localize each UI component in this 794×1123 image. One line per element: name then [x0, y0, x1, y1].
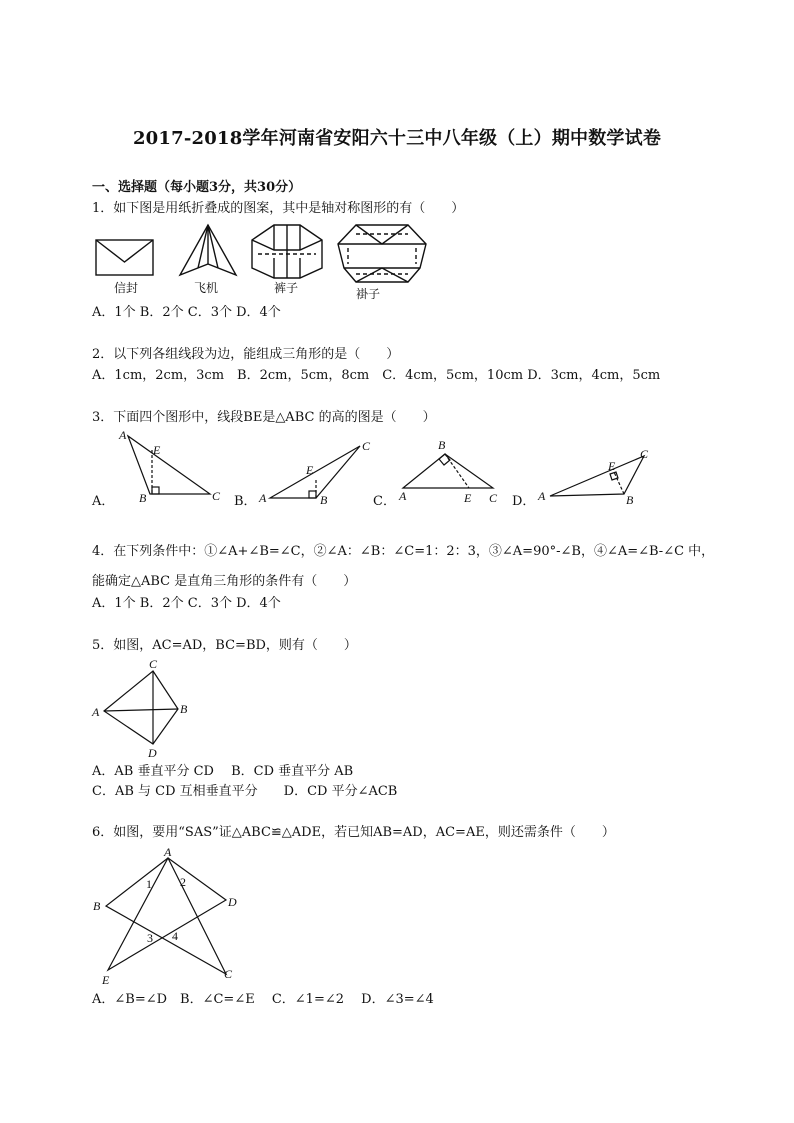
jacket-figure [338, 225, 426, 282]
section-heading: 一、选择题（每小题3分，共30分） [92, 180, 302, 195]
q6-point-c: C [224, 967, 233, 981]
q5-options-line2: C．AB 与 CD 互相垂直平分 D．CD 平分∠ACB [92, 784, 398, 799]
q6-point-a: A [164, 845, 172, 859]
q6-angle-1: 1 [146, 877, 152, 891]
q5-options-line1: A．AB 垂直平分 CD B．CD 垂直平分 AB [92, 764, 354, 779]
q3-option-c-label: C． [373, 494, 396, 509]
q5-point-d: D [148, 746, 157, 760]
q1-figures [90, 222, 430, 304]
q2-stem: 2．以下列各组线段为边，能组成三角形的是（ ） [92, 347, 400, 362]
q3-option-a-label: A． [92, 494, 115, 509]
q3d-point-c: C [640, 447, 649, 461]
q6-point-b: B [93, 899, 101, 913]
q3b-point-b: B [320, 493, 328, 507]
q3-option-d-label: D． [512, 494, 536, 509]
caption-envelope: 信封 [114, 281, 139, 295]
q3d-point-e: E [608, 459, 616, 473]
q6-stem: 6．如图，要用“SAS”证△ABC≌△ADE，若已知AB=AD，AC=AE，则还需条件（ ） [92, 825, 615, 840]
q4-options: A．1个 B．2个 C．3个 D．4个 [92, 596, 281, 611]
q6-angle-3: 3 [147, 931, 153, 945]
q5-stem: 5．如图，AC=AD，BC=BD，则有（ ） [92, 638, 357, 653]
q3a-point-b: B [139, 491, 147, 505]
q2-options: A．1cm，2cm，3cm B．2cm，5cm，8cm C．4cm，5cm，10cm D．3cm，4cm，5cm [92, 368, 661, 383]
q3-option-b-label: B． [234, 494, 257, 509]
q3-figure-c [393, 434, 511, 510]
q4-stem-continued: 能确定△ABC 是直角三角形的条件有（ ） [92, 574, 357, 589]
q6-point-e: E [102, 973, 110, 987]
q4-stem: 4．在下列条件中：①∠A+∠B=∠C，②∠A：∠B：∠C=1：2：3，③∠A=90°-∠B，④∠A=∠B-∠C 中， [92, 544, 715, 559]
q3-figure-b [254, 434, 376, 510]
q3a-point-e: E [153, 443, 161, 457]
q3-figure-d [534, 444, 662, 510]
q6-point-d: D [228, 895, 237, 909]
q3c-point-a: A [399, 489, 407, 503]
q5-figure [90, 656, 200, 760]
q5-point-c: C [149, 657, 158, 671]
caption-airplane: 飞机 [194, 281, 219, 295]
q1-options: A．1个 B．2个 C．3个 D．4个 [92, 305, 281, 320]
caption-jacket: 褂子 [356, 287, 381, 301]
q6-angle-2: 2 [180, 875, 186, 889]
q3b-point-e: E [306, 463, 314, 477]
envelope-figure [96, 240, 153, 275]
q5-point-a: A [92, 705, 100, 719]
q6-figure [90, 844, 250, 990]
q3-stem: 3．下面四个图形中，线段BE是△ABC 的高的图是（ ） [92, 410, 436, 425]
q3d-point-b: B [626, 493, 634, 507]
q3a-point-a: A [119, 428, 127, 442]
page-title: 2017-2018学年河南省安阳六十三中八年级（上）期中数学试卷 [132, 128, 662, 149]
q3c-point-c: C [489, 491, 498, 505]
q6-angle-4: 4 [172, 929, 178, 943]
q3-figure-a [112, 426, 232, 510]
q3d-point-a: A [538, 489, 546, 503]
q3b-point-a: A [259, 491, 267, 505]
q3c-point-b: B [438, 438, 446, 452]
airplane-figure [180, 225, 236, 275]
q3a-point-c: C [212, 489, 221, 503]
q3b-point-c: C [362, 439, 371, 453]
pants-figure [252, 225, 322, 278]
q1-stem: 1．如下图是用纸折叠成的图案，其中是轴对称图形的有（ ） [92, 201, 465, 216]
caption-pants: 裤子 [274, 281, 299, 295]
q5-point-b: B [180, 702, 188, 716]
q3c-point-e: E [464, 491, 472, 505]
q6-options: A．∠B=∠D B．∠C=∠E C．∠1=∠2 D．∠3=∠4 [92, 992, 434, 1007]
